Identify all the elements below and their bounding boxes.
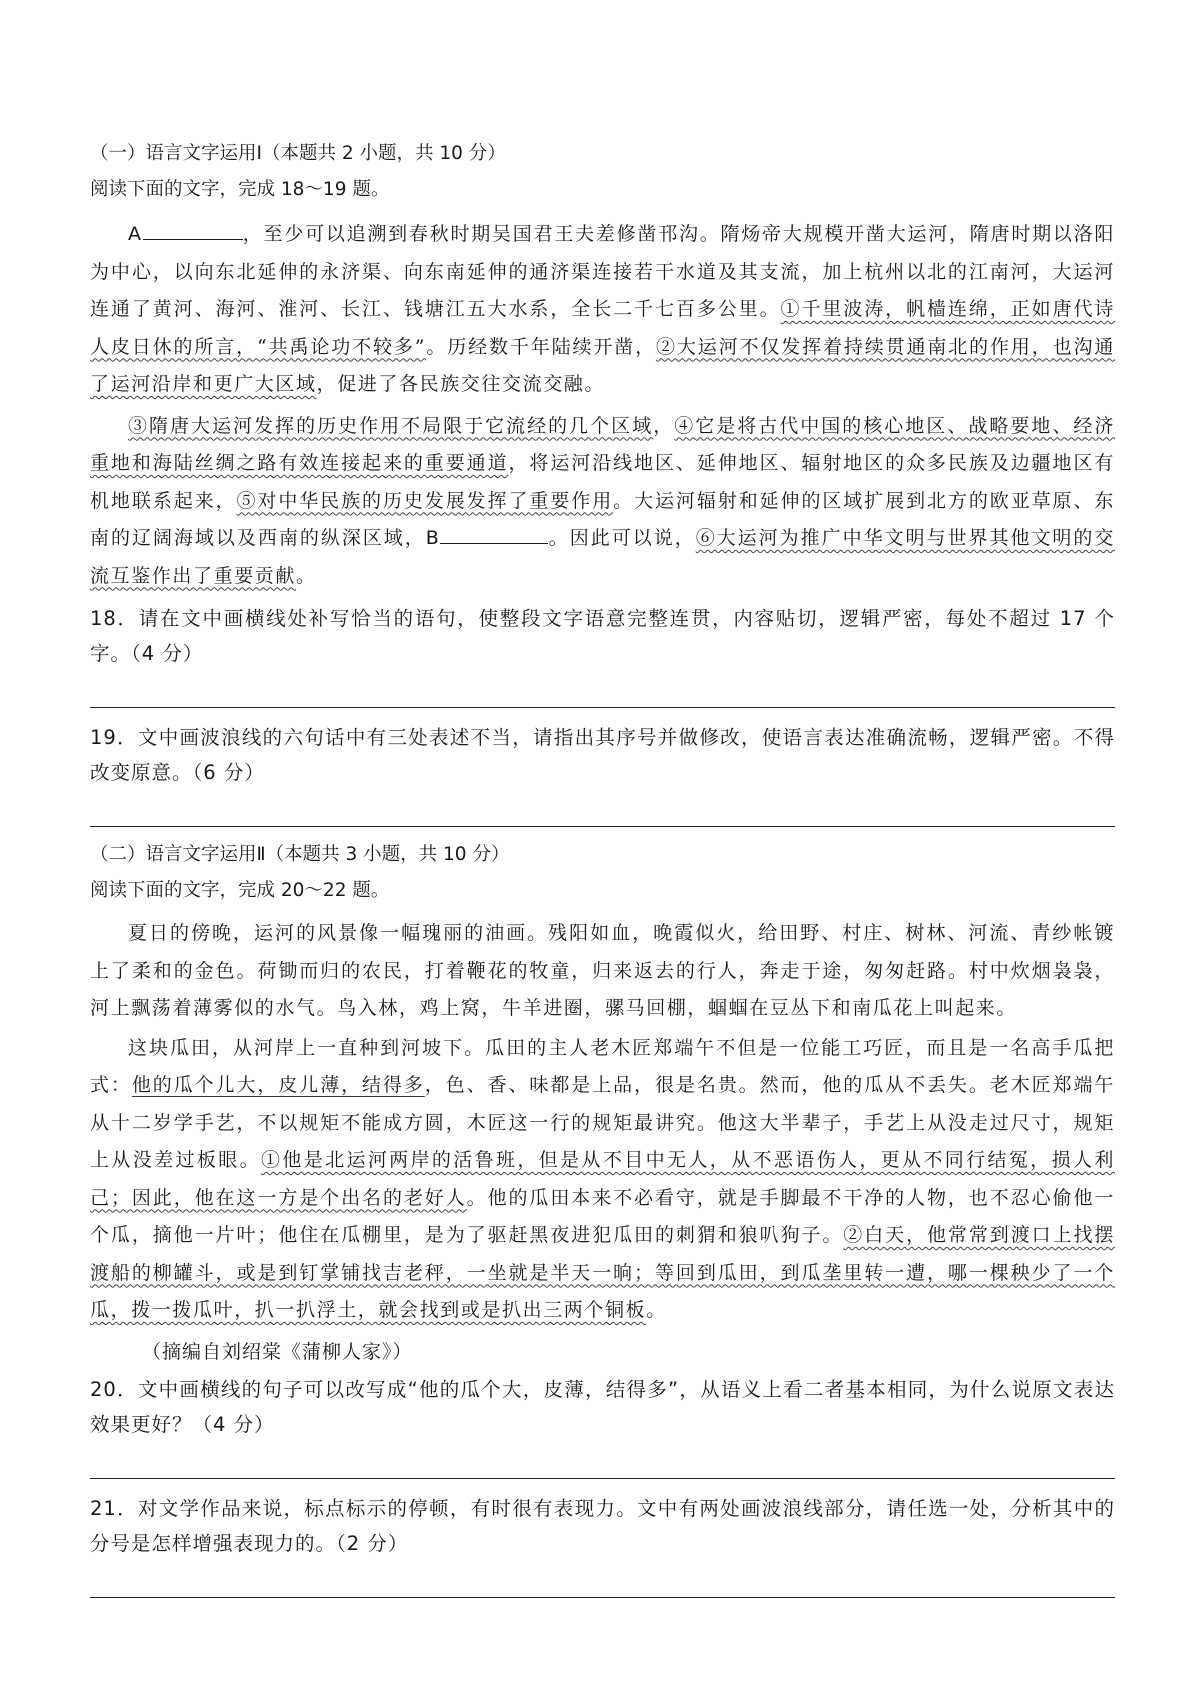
answer-line-21[interactable] [90, 1597, 1115, 1598]
p2b-text-1: 这块瓜田，从河岸上一直种到河坡下。瓜田的主人老木匠郑端午不但是一位能工巧匠，而且是一名高手瓜把式： [90, 1036, 1115, 1096]
wavy-part-2: ②白天，他常常到渡口上找摆渡船的柳罐斗，或是到钉掌铺找吉老秤，一坐就是半天一晌；等回到瓜田，到瓜垄里转一遭，哪一棵秧少了一个瓜，拨一拨瓜叶，扒一扒浮土，就会找到或是扒出三两个铜板 [90, 1224, 1115, 1321]
section1-paragraph-1 [90, 216, 1115, 404]
wavy-sentence-6: ⑥大运河为推广中华文明与世界其他文明的交流互鉴作出了重要贡献 [90, 527, 1115, 587]
wavy-sentence-2: ②大运河不仅发挥着持续贯通南北的作用，也沟通了运河沿岸和更广大区域 [90, 335, 1115, 395]
p2-text-2: ，将运河沿线地区、延伸地区、辐射地区的众多民族及边疆地区有机地联系起来， [90, 452, 1115, 512]
question-21: 21．对文学作品来说，标点标示的停顿，有时很有表现力。文中有两处画波浪线部分，请任选一处，分析其中的分号是怎样增强表现力的。（2 分） [90, 1496, 1115, 1555]
p2b-text-2: ，色、香、味都是上品，很是名贵。然而，他的瓜从不丢失。老木匠郑端午从十二岁学手艺，不以规矩不能成方圆，木匠这一行的规矩最讲究。他这大半辈子，手艺上从没走过尺寸，规矩上从没差过板眼。 [90, 1074, 1115, 1171]
section2-paragraph-2 [90, 1030, 1115, 1330]
section2-header: （二）语言文字运用Ⅱ（本题共 3 小题，共 10 分） [90, 844, 510, 865]
question-19: 19．文中画波浪线的六句话中有三处表述不当，请指出其序号并做修改，使语言表达准确流畅，逻辑严密。不得改变原意。（6 分） [90, 726, 1115, 784]
source-citation: （摘编自刘绍棠《蒲柳人家》） [142, 1340, 413, 1363]
wavy-sentence-1: ①千里波涛，帆樯连绵，正如唐代诗人皮日休的所言，“共禹论功不较多” [90, 298, 1115, 358]
section1-header: （一）语言文字运用Ⅰ（本题共 2 小题，共 10 分） [90, 143, 506, 164]
p1-text-2: 。历经数千年陆续开凿， [426, 335, 656, 358]
section2-instruction: 阅读下面的文字，完成 20～22 题。 [90, 880, 390, 901]
p2-text-3: 。大运河辐射和延伸的区域扩展到北方的欧亚草原、东南的辽阔海域以及西南的纵深区域， [90, 489, 1116, 549]
p2-text-4: 。因此可以说， [548, 527, 696, 549]
p2-text-1: ， [653, 414, 675, 437]
p1-text-1: ，至少可以追溯到春秋时期吴国君王夫差修凿邗沟。隋炀帝大规模开凿大运河，隋唐时期以洛阳为中心，以向东北延伸的永济渠、向东南延伸的通济渠连接若干水道及其支流，加上杭州以北的江南河，大运河连通了黄河、海河、淮河、长江、钱塘江五大水系，全长二千七百多公里。 [90, 223, 1115, 320]
answer-line-20[interactable] [90, 1478, 1115, 1479]
answer-line-19[interactable] [90, 826, 1115, 827]
underlined-sentence: 他的瓜个儿大，皮儿薄，结得多 [131, 1074, 425, 1096]
blank-b[interactable] [440, 523, 548, 544]
answer-line-18[interactable] [90, 707, 1115, 708]
p2b-text-3: 。他的瓜田本来不必看守，就是手脚最不干净的人物，也不忍心偷他一个瓜，摘他一片叶；他住在瓜棚里，是为了驱赶黑夜进犯瓜田的刺猬和狼叭狗子。 [90, 1186, 1115, 1246]
section2-paragraph-1: 夏日的傍晚，运河的风景像一幅瑰丽的油画。残阳如血，晚霞似火，给田野、村庄、树林、河流、青纱帐镀上了柔和的金色。荷锄而归的农民，打着鞭花的牧童，归来返去的行人，奔走于途，匆匆赶路。村中炊烟袅袅，河上飘荡着薄雾似的水气。鸟入林，鸡上窝，牛羊进圈，骡马回棚，蝈蝈在豆丛下和南瓜花上叫起来。 [90, 922, 1115, 1019]
exam-page [90, 140, 1115, 1598]
section1-paragraph-2 [90, 408, 1115, 596]
blank-a[interactable] [143, 219, 243, 240]
blank-b-label: B [425, 527, 441, 549]
wavy-sentence-4: ④它是将古代中国的核心地区、战略要地、经济重地和海陆丝绸之路有效连接起来的重要通道 [90, 414, 1115, 474]
p2-text-5: 。 [296, 564, 317, 587]
p1-text-3: ，促进了各民族交往交流交融。 [316, 373, 606, 395]
section1-instruction: 阅读下面的文字，完成 18～19 题。 [90, 179, 390, 200]
blank-a-label: A [128, 223, 143, 245]
wavy-sentence-5: ⑤对中华民族的历史发展发挥了重要作用 [236, 489, 614, 512]
wavy-sentence-3: ③隋唐大运河发挥的历史作用不局限于它流经的几个区域 [128, 414, 654, 437]
question-20: 20．文中画横线的句子可以改写成“他的瓜个大，皮薄，结得多”，从语义上看二者基本相同，为什么说原文表达效果更好？（4 分） [90, 1377, 1115, 1436]
p2b-text-4: 。 [646, 1299, 667, 1321]
wavy-part-1: ①他是北运河两岸的活鲁班，但是从不目中无人，从不恶语伤人，更从不同行结冤，损人利己；因此，他在这一方是个出名的老好人 [90, 1149, 1115, 1209]
question-18: 18．请在文中画横线处补写恰当的语句，使整段文字语意完整连贯，内容贴切，逻辑严密，每处不超过 17 个字。（4 分） [90, 607, 1115, 665]
